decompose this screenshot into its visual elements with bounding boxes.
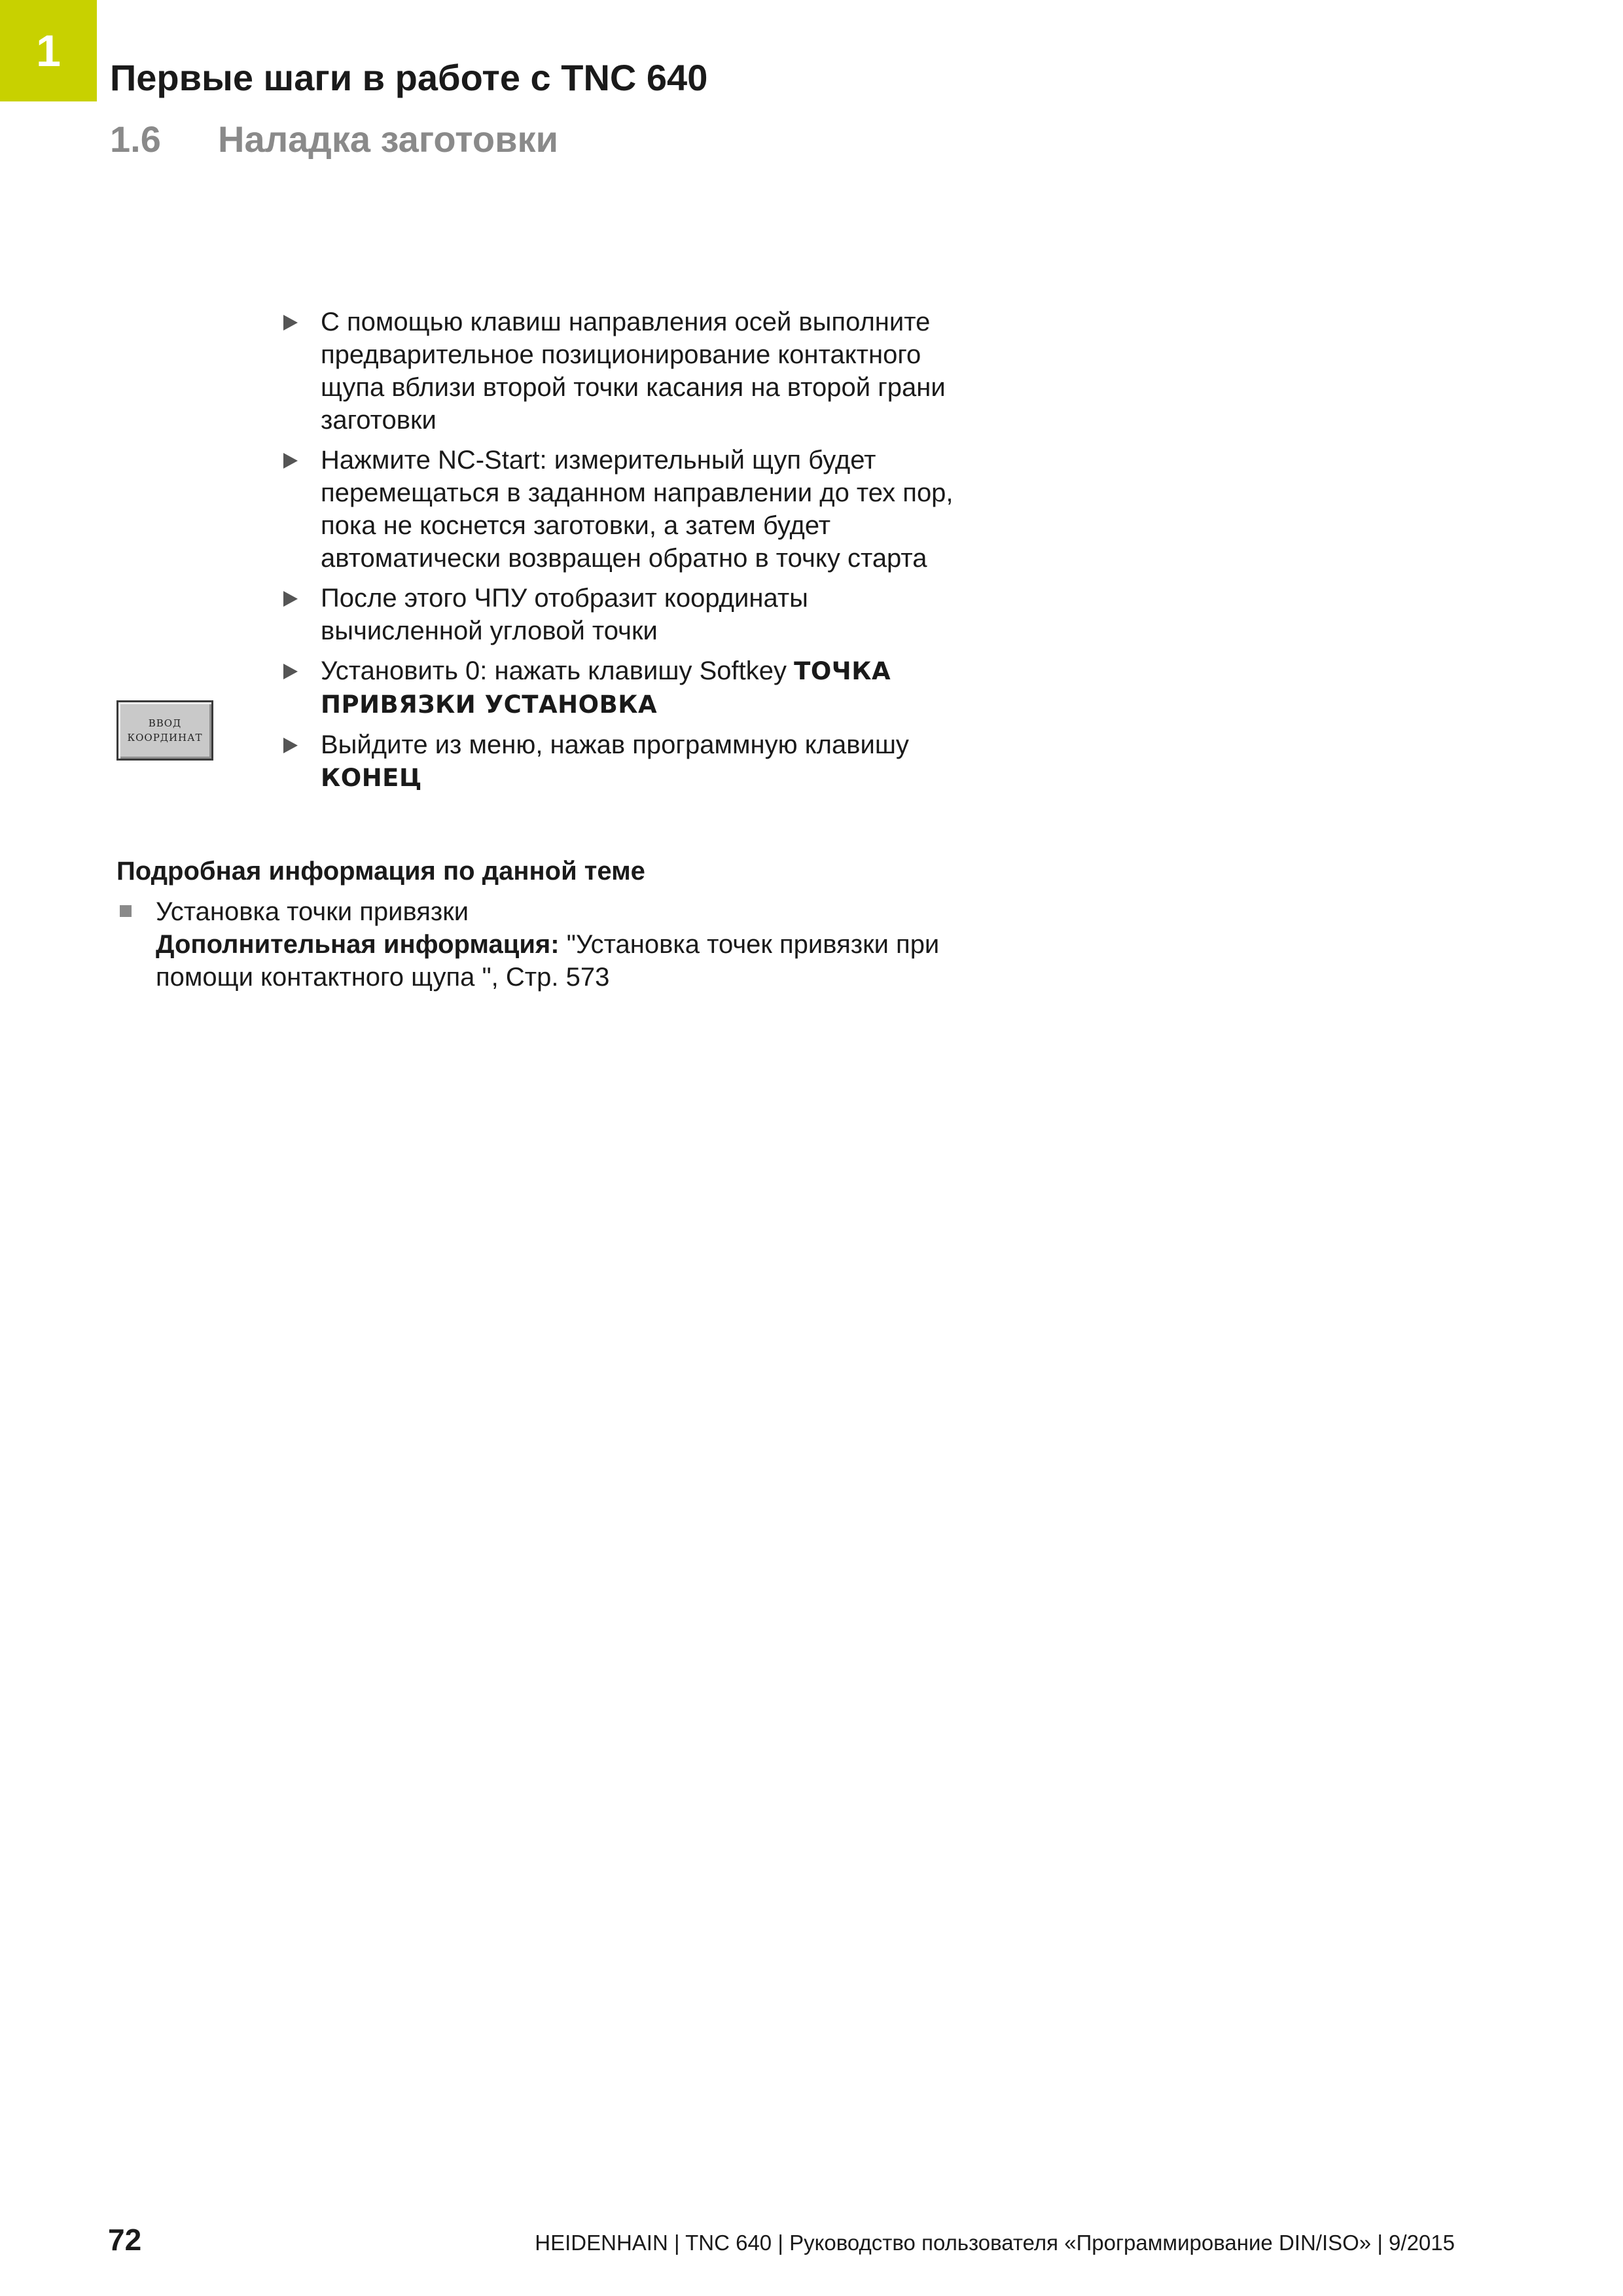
step-text: Установить 0: нажать клавишу Softkey bbox=[321, 656, 794, 685]
procedure-steps bbox=[281, 306, 969, 802]
section-title: Наладка заготовки bbox=[218, 118, 558, 160]
more-info-item bbox=[116, 895, 967, 994]
step-text: После этого ЧПУ отобразит координаты вычисленной угловой точки bbox=[321, 584, 808, 645]
step-item bbox=[281, 444, 969, 575]
step-item bbox=[281, 655, 969, 721]
step-text: Выйдите из меню, нажав программную клавишу bbox=[321, 730, 909, 759]
page-number: 72 bbox=[108, 2223, 142, 2257]
chapter-number-tab bbox=[0, 0, 97, 101]
more-info-item-title: Установка точки привязки bbox=[156, 897, 469, 926]
step-arrow-icon bbox=[283, 453, 298, 469]
softkey-name: ТОЧКА ПРИВЯЗКИ УСТАНОВКА bbox=[321, 657, 891, 719]
square-bullet-icon bbox=[120, 905, 132, 917]
step-arrow-icon bbox=[283, 738, 298, 753]
more-info-ref-label: Дополнительная информация: bbox=[156, 930, 560, 959]
step-arrow-icon bbox=[283, 591, 298, 607]
step-item bbox=[281, 728, 969, 795]
softkey-label-line2: КООРДИНАТ bbox=[127, 732, 203, 744]
section-number: 1.6 bbox=[110, 118, 161, 160]
section-heading bbox=[110, 119, 558, 160]
softkey-label-line1: ВВОД bbox=[148, 717, 182, 729]
more-info-ref-link[interactable]: "Установка точек привязки при помощи контактного щупа ", Стр. 573 bbox=[156, 930, 940, 992]
step-arrow-icon bbox=[283, 315, 298, 331]
step-text: С помощью клавиш направления осей выполните предварительное позиционирование контактного щупа вблизи второй точки касания на второй грани заготовки bbox=[321, 308, 946, 435]
chapter-number: 1 bbox=[36, 26, 61, 76]
footer-text: HEIDENHAIN | TNC 640 | Руководство пользователя «Программирование DIN/ISO» | 9/2015 bbox=[535, 2231, 1455, 2255]
more-info-reference bbox=[156, 928, 967, 994]
more-info-heading: Подробная информация по данной теме bbox=[116, 857, 645, 886]
chapter-title: Первые шаги в работе с TNC 640 bbox=[110, 57, 708, 98]
step-arrow-icon bbox=[283, 664, 298, 679]
softkey-coordinate-input-image bbox=[116, 700, 213, 761]
more-info-section bbox=[116, 855, 967, 994]
step-item bbox=[281, 582, 969, 647]
step-text: Нажмите NC-Start: измерительный щуп будет перемещаться в заданном направлении до тех пор, пока не коснется заготовки, а затем будет автоматически возвращен обратно в точку старта bbox=[321, 446, 954, 573]
softkey-name: КОНЕЦ bbox=[321, 764, 422, 792]
step-item bbox=[281, 306, 969, 437]
